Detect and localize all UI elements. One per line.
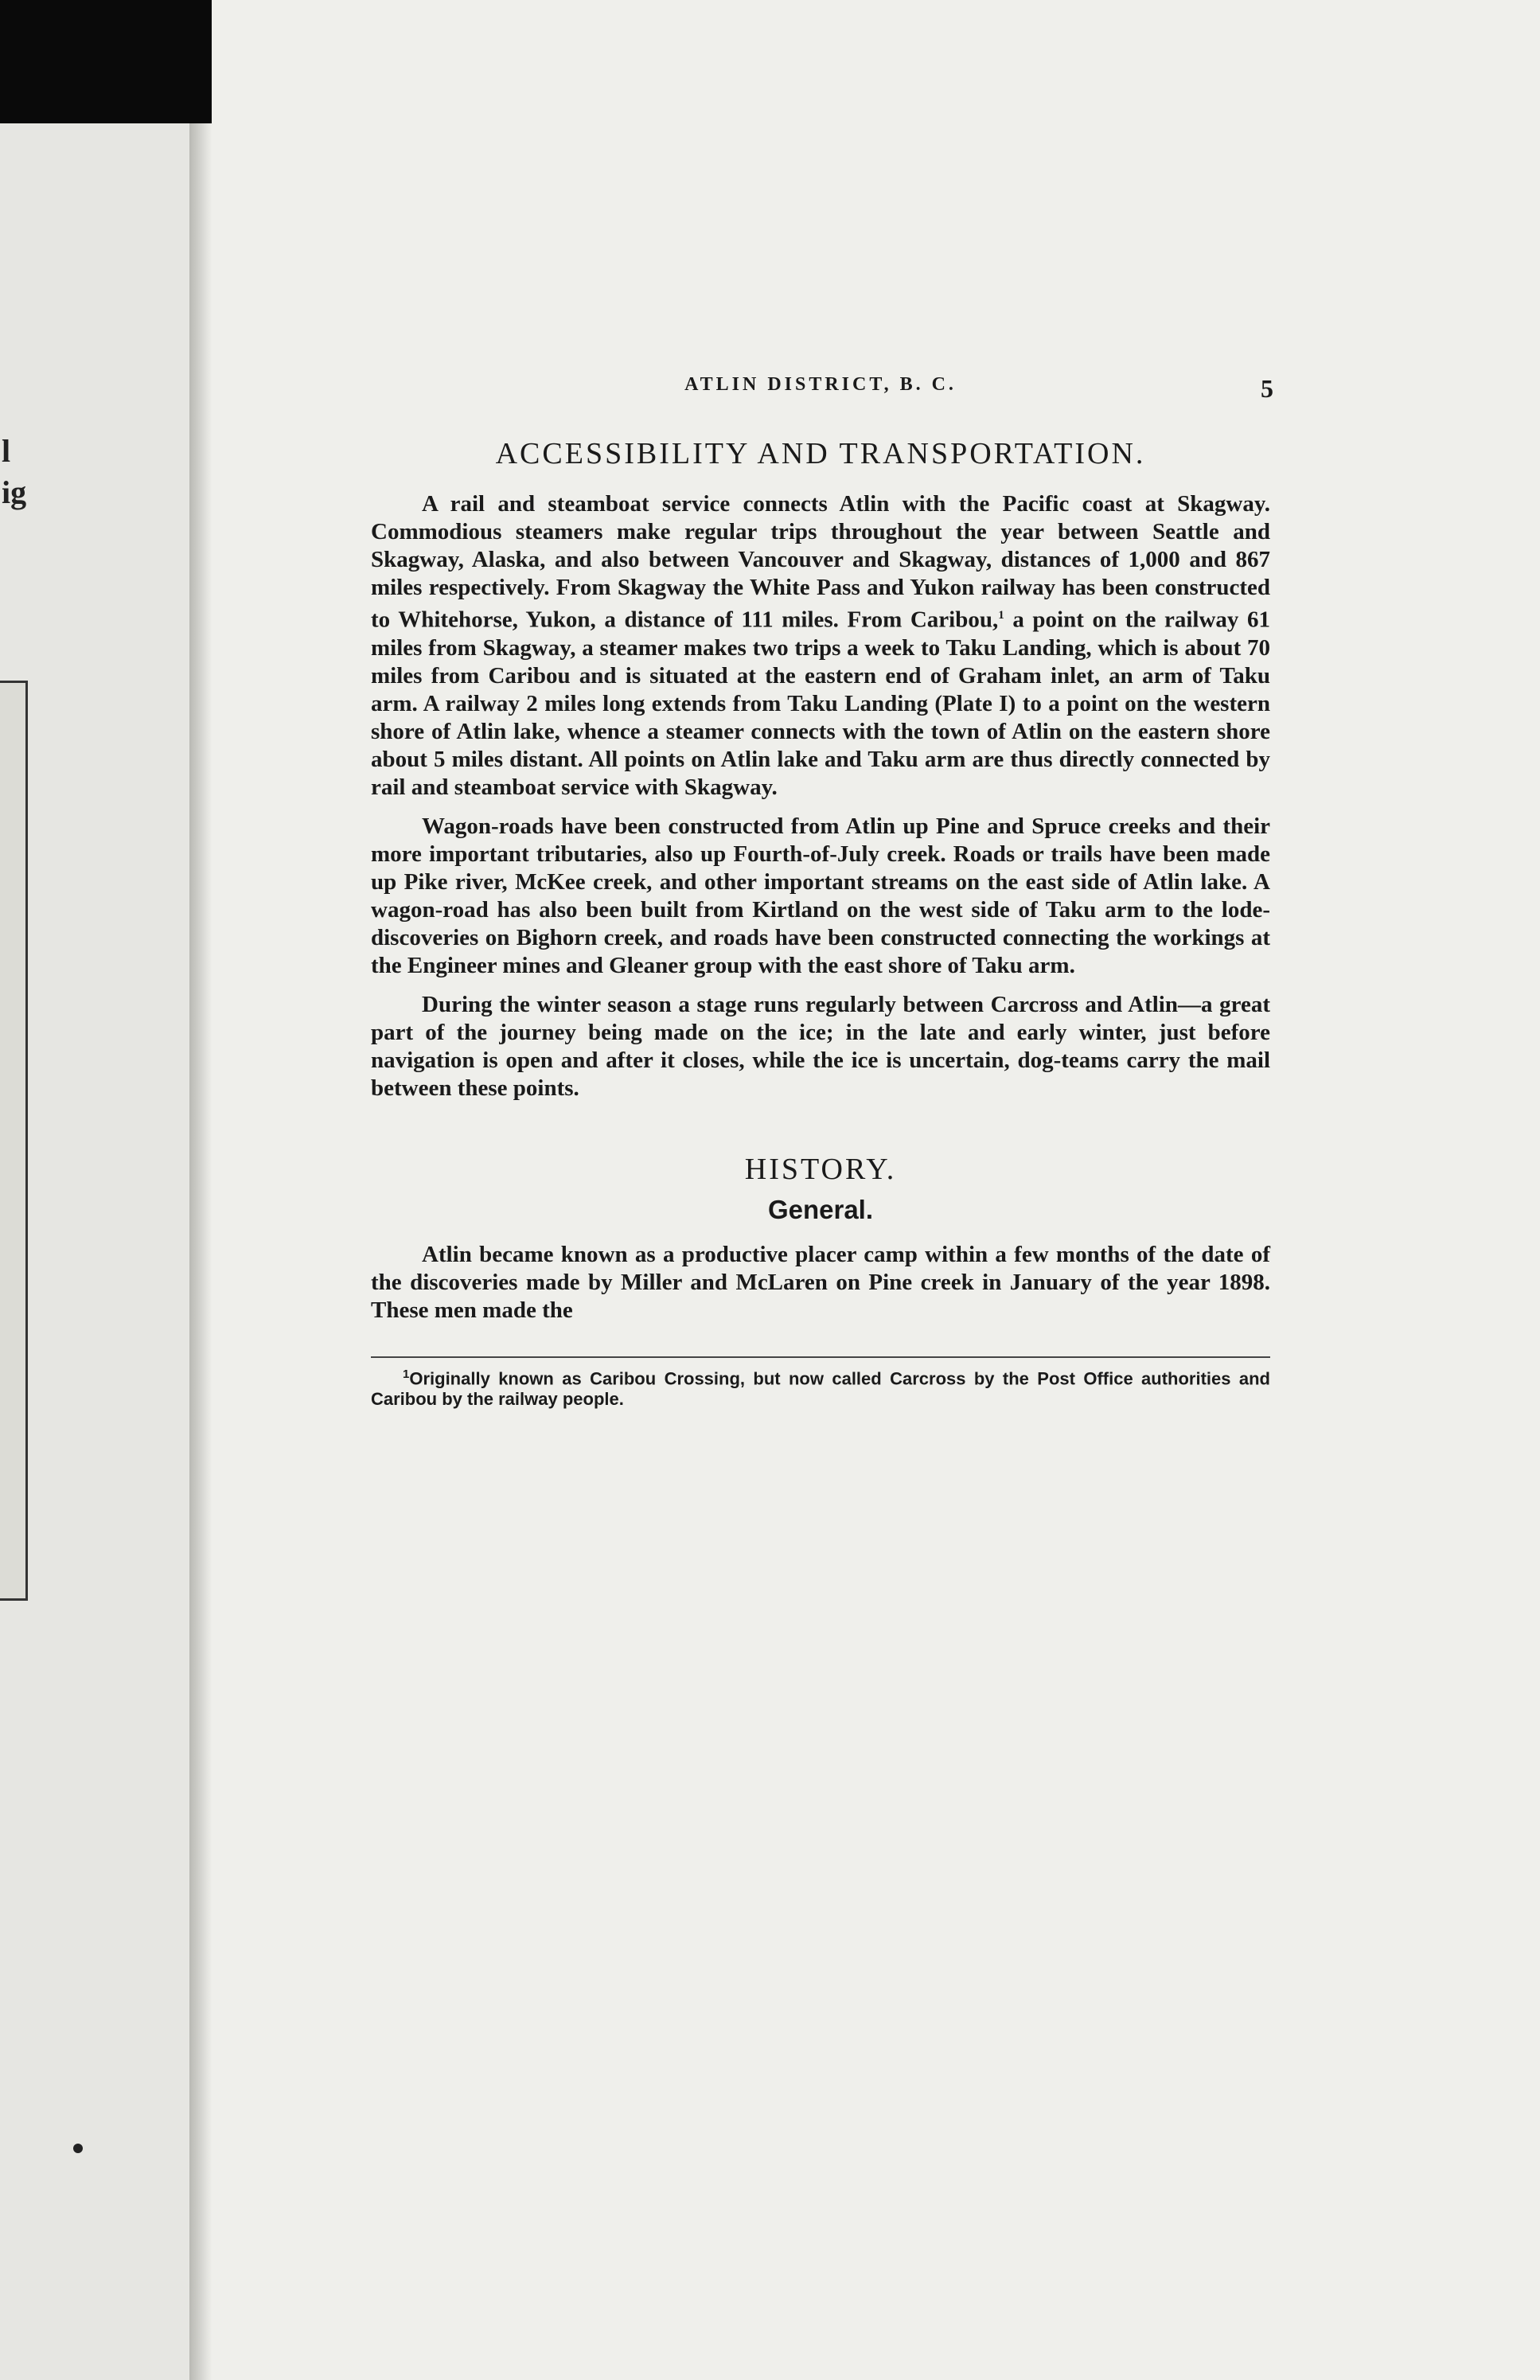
facing-page-dot: [73, 2144, 83, 2153]
paragraph-text: A rail and steamboat service connects Atlin with the Pacific coast at Skagway. Commodious steamers make regular trips throughout the year between Seattle and Skagway, Alaska, and also between Vancouver and Skagway, distances of 1,000 and 867 miles respectively. From Skagway the White Pass and Yukon railway has been constructed to Whitehorse, Yukon, a distance of 111 miles. From Caribou,: [371, 491, 1270, 633]
footnote-text: Originally known as Caribou Crossing, but now called Carcross by the Post Office authorities and Caribou by the railway people.: [371, 1368, 1270, 1409]
facing-page-char: l: [2, 433, 11, 469]
facing-page-edge: [0, 123, 189, 2380]
page-number: 5: [1261, 374, 1273, 403]
history-subtitle: General.: [767, 1194, 874, 1224]
running-head-text: ATLIN DISTRICT, B. C.: [684, 374, 957, 395]
footnote-divider: [371, 1356, 1270, 1358]
footnote-marker: 1: [403, 1367, 410, 1381]
paragraph-text: a point on the railway 61 miles from Skagway, a steamer makes two trips a week to Taku Landing, which is about 70 miles from Caribou and is situated at the eastern end of Graham inlet, an arm of Taku arm. A railway 2 miles long extends from Taku Landing (Plate I) to a point on the western shore of Atlin lake, whence a steamer connects with the town of Atlin on the eastern shore about 5 miles distant. All points on Atlin lake and Taku arm are thus directly connected by rail and steamboat service with Skagway.: [371, 607, 1270, 800]
paragraph: Wagon-roads have been constructed from Atlin up Pine and Spruce creeks and their more important tributaries, also up Fourth-of-July creek. Roads or trails have been made up Pike river, McKee creek, and other important streams on the east side of Atlin lake. A wagon-road has also been built from Kirtland on the west side of Taku arm to the lode-discoveries on Bighorn creek, and roads have been constructed connecting the workings at the Engineer mines and Gleaner group with the east shore of Taku arm.: [371, 813, 1270, 978]
footnote: [371, 1364, 1270, 1410]
section-title: ACCESSIBILITY AND TRANSPORTATION.: [495, 437, 1146, 470]
paragraph: Atlin became known as a productive placer camp within a few months of the date of the discoveries made by Miller and McLaren on Pine creek in January of the year 1898. These men made the: [371, 1241, 1270, 1323]
facing-page-char: ig: [2, 474, 27, 510]
page-content: [371, 374, 1273, 1410]
history-title: HISTORY.: [744, 1152, 897, 1186]
facing-page-map-fragment: [0, 681, 28, 1601]
running-head: [371, 374, 1273, 406]
paragraph: [371, 490, 1270, 802]
paragraph: During the winter season a stage runs regularly between Carcross and Atlin—a great part of the journey being made on the ice; in the late and early winter, just before navigation is open and after it closes, while the ice is uncertain, dog-teams carry the mail between these points.: [371, 991, 1270, 1101]
book-gutter: [189, 123, 212, 2380]
footnote-ref: 1: [998, 609, 1004, 622]
